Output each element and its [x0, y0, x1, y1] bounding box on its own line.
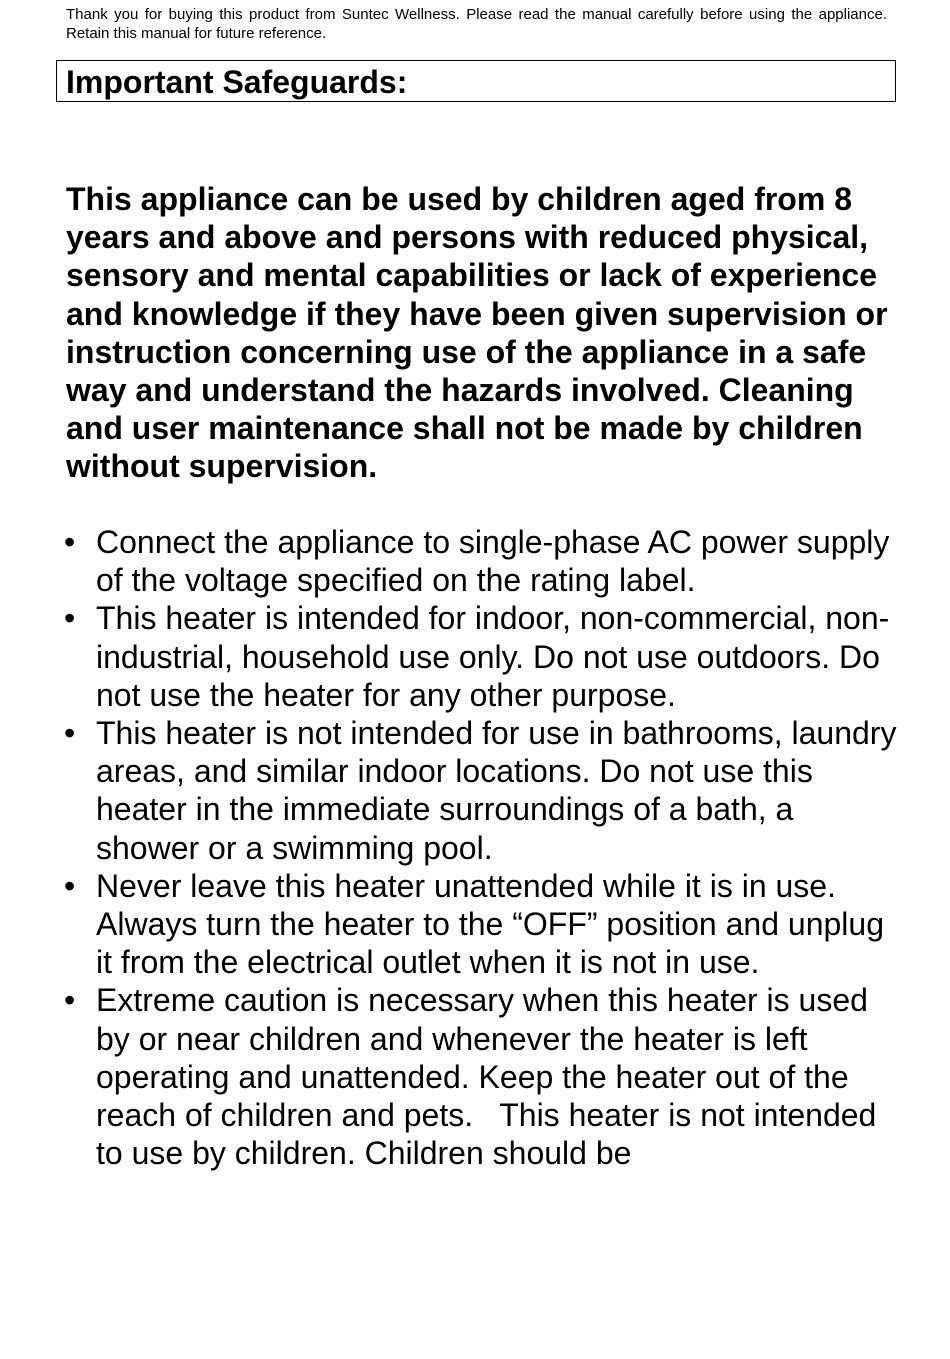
safeguards-list	[0, 523, 950, 1172]
list-item-text: Extreme caution is necessary when this heater is used by or near children and whenever the heater is left operating and unattended. Keep the heater out of the reach of children and pets. This heater is not intended to use by children. Children should be	[96, 982, 886, 1172]
safeguards-heading-box	[56, 60, 896, 102]
list-item-text: Never leave this heater unattended while it is in use. Always turn the heater to the “OFF” position and unplug it from the electrical outlet when it is not in use.	[96, 867, 893, 981]
list-item-text: This heater is not intended for use in bathrooms, laundry areas, and similar indoor locations. Do not use this heater in the immediate surroundings of a bath, a shower or a swimming pool.	[96, 715, 906, 866]
list-item-text: This heater is intended for indoor, non-commercial, non-industrial, household use only. Do not use outdoors. Do not use the heater for any other purpose.	[96, 600, 890, 713]
bullet-icon: •	[64, 524, 76, 560]
list-item	[0, 867, 950, 982]
list-item-text: Connect the appliance to single-phase AC power supply of the voltage specified on the rating label.	[96, 524, 899, 599]
list-item	[0, 714, 950, 867]
bullet-icon: •	[64, 982, 76, 1019]
bullet-icon: •	[64, 715, 76, 752]
list-item	[0, 599, 950, 714]
children-warning: This appliance can be used by children aged from 8 years and above and persons with reduced physical, sensory and mental capabilities or lack of experience and knowledge if they have been given supervision or instruction concerning use of the appliance in a safe way and understand the hazards involved. Cleaning and user maintenance shall not be made by children without supervision.	[66, 181, 888, 485]
intro-text: Thank you for buying this product from Suntec Wellness. Please read the manual carefully before using the appliance. Retain this manual for future reference.	[66, 6, 887, 42]
list-item	[0, 523, 950, 599]
list-item	[0, 981, 950, 1172]
bullet-icon: •	[64, 600, 76, 637]
bullet-icon: •	[64, 867, 76, 904]
safeguards-heading: Important Safeguards:	[66, 64, 408, 100]
